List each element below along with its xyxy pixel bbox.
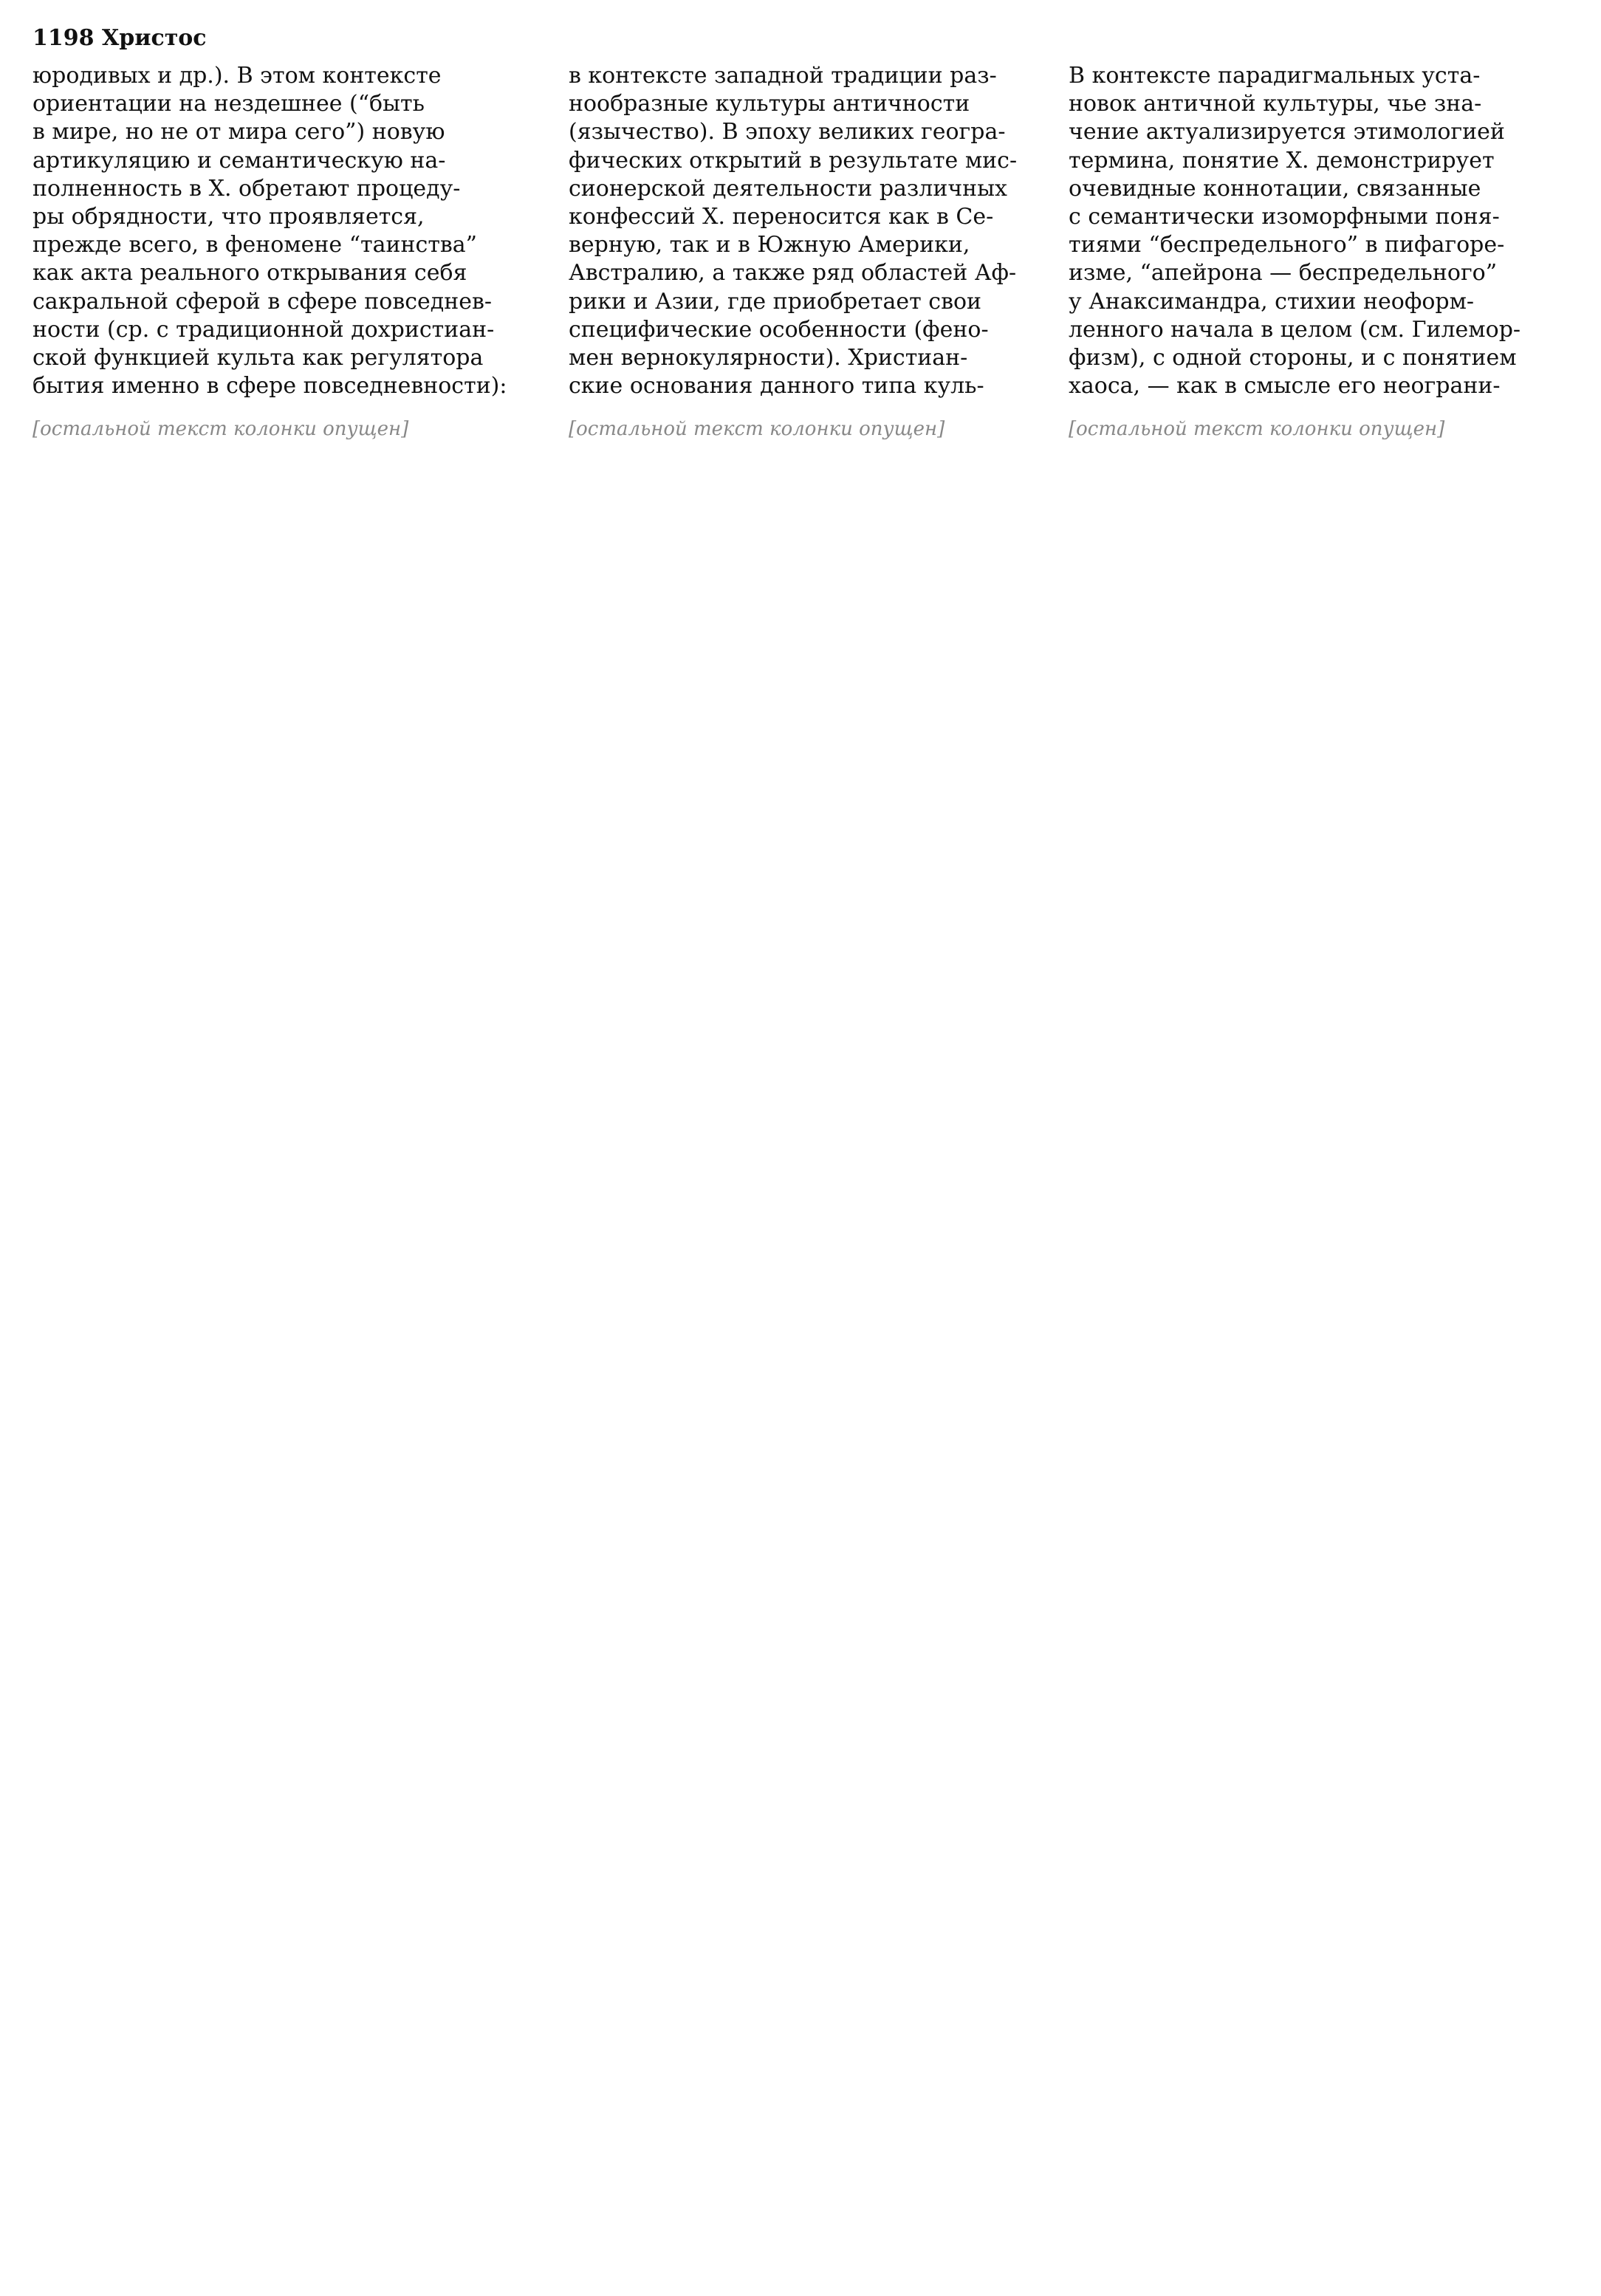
text-line: (язычество). В эпоху великих геогра- [569,119,1006,145]
text-line: изме, “апейрона — беспредельного” [1069,260,1498,287]
text-line: полненность в Х. обретают процеду- [32,175,461,202]
text-line: В контексте парадигмальных уста- [1069,63,1481,89]
text-line: очевидные коннотации, связанные [1069,175,1481,202]
text-line: сакральной сферой в сфере повседнев- [32,288,493,315]
column-1 [32,62,512,444]
text-line: ской функцией культа как регулятора [32,345,484,371]
text-line: ленного начала в целом (см. Гилемор- [1069,316,1521,343]
text-line: мен вернокулярности). Христиан- [569,345,968,371]
text-line: ности (ср. с традиционной дохристиан- [32,316,495,343]
text-line: нообразные культуры античности [569,91,970,117]
text-line: ориентации на нездешнее (“быть [32,91,425,117]
text-line: юродивых и др.). В этом контексте [32,63,442,89]
text-line: ские основания данного типа куль- [569,373,984,400]
text-line: как акта реального открывания себя [32,260,467,287]
text-line: новок античной культуры, чье зна- [1069,91,1482,117]
text-line: сионерской деятельности различных [569,175,1007,202]
text-line: хаоса, — как в смысле его неограни- [1069,373,1501,400]
text-line: с семантически изоморфными поня- [1069,204,1500,230]
text-line: чение актуализируется этимологией [1069,119,1505,145]
text-line: рики и Азии, где приобретает свои [569,288,982,315]
text-line: артикуляцию и семантическую на- [32,147,446,174]
omitted-note: [остальной текст колонки опущен] [1069,418,1445,441]
text-line: у Анаксимандра, стихии неоформ- [1069,288,1475,315]
text-line: бытия именно в сфере повседневности): [32,373,507,400]
text-line: конфессий Х. переносится как в Се- [569,204,994,230]
column-3 [1069,62,1549,444]
text-line: Австралию, а также ряд областей Аф- [569,260,1017,287]
text-line: специфические особенности (фено- [569,316,989,343]
text-line: верную, так и в Южную Америки, [569,232,970,258]
text-line: тиями “беспредельного” в пифагоре- [1069,232,1505,258]
text-line: термина, понятие Х. демонстрирует [1069,147,1495,174]
text-line: прежде всего, в феномене “таинства” [32,232,478,258]
text-line: физм), с одной стороны, и с понятием [1069,345,1517,371]
column-2 [569,62,1049,444]
text-line: в мире, но не от мира сего”) новую [32,119,445,145]
page-header: 1198 Христос [32,25,207,51]
text-line: ры обрядности, что проявляется, [32,204,425,230]
text-line: фических открытий в результате мис- [569,147,1018,174]
omitted-note: [остальной текст колонки опущен] [569,418,945,441]
text-line: в контексте западной традиции раз- [569,63,997,89]
omitted-note: [остальной текст колонки опущен] [32,418,409,441]
